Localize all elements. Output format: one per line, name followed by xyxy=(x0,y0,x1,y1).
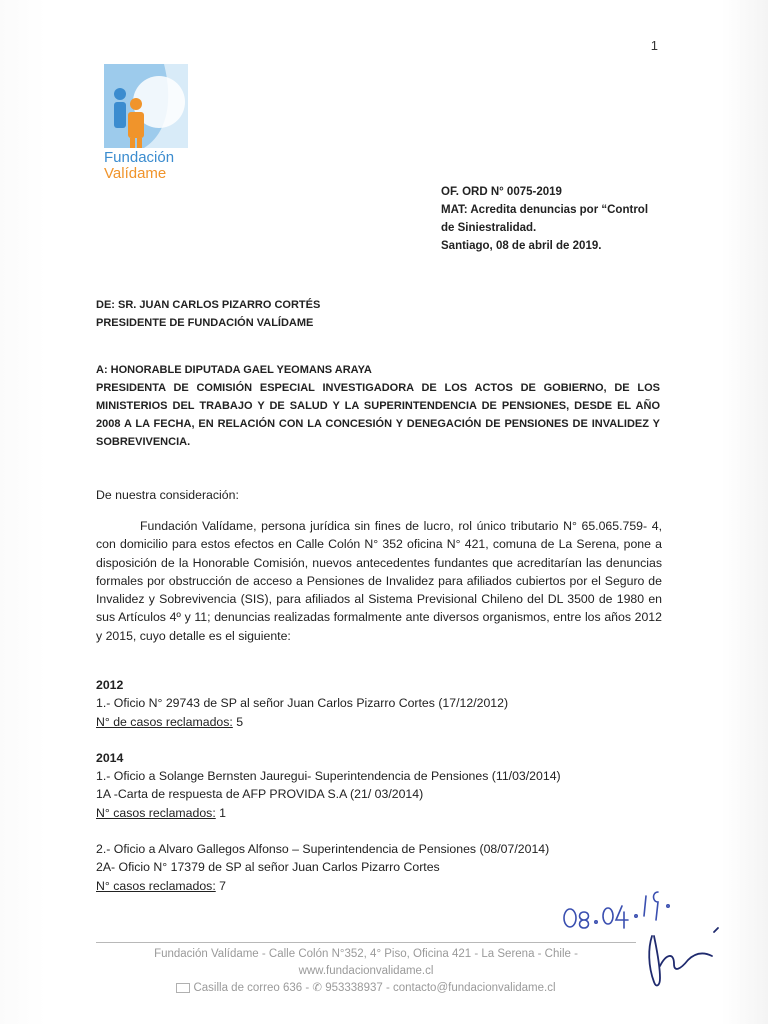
recipient-title: PRESIDENTA DE COMISIÓN ESPECIAL INVESTIGADORA DE LOS ACTOS DE GOBIERNO, DE LOS MINISTERIOS DEL TRABAJO Y DE SALUD Y LA SUPERINTENDENCIA DE PENSIONES, DESDE EL AÑO 2008 A LA FECHA, EN RELACIÓN CON LA CONCESIÓN Y DENEGACIÓN DE PENSIONES DE INVALIDEZ Y SOBREVIVENCIA. xyxy=(96,382,660,448)
list-item: 2A- Oficio N° 17379 de SP al señor Juan Carlos Pizarro Cortes xyxy=(96,860,440,875)
cases-count xyxy=(96,713,662,731)
subject-line-2: de Siniestralidad. xyxy=(441,222,537,234)
cases-label: N° de casos reclamados: xyxy=(96,714,233,729)
cases-value: 7 xyxy=(215,878,226,893)
sender-title: PRESIDENTE DE FUNDACIÓN VALÍDAME xyxy=(96,317,314,329)
greeting: De nuestra consideración: xyxy=(96,488,239,502)
official-letter-number: OF. ORD N° 0075-2019 xyxy=(441,186,562,198)
reference-block xyxy=(441,183,648,255)
mail-icon xyxy=(176,983,190,993)
footer-divider xyxy=(96,942,636,943)
year-group-2012 xyxy=(96,676,662,731)
cases-count xyxy=(96,804,662,822)
foundation-logo-icon xyxy=(104,64,188,148)
logo-text-line2: Valídame xyxy=(104,165,167,182)
footer-address: Fundación Valídame - Calle Colón N°352, 4° Piso, Oficina 421 - La Serena - Chile - xyxy=(154,948,578,960)
footer-contact-text: Casilla de correo 636 - ✆ 953338937 - contacto@fundacionvalidame.cl xyxy=(193,982,556,994)
footer-website: www.fundacionvalidame.cl xyxy=(298,965,434,977)
foundation-logo xyxy=(104,64,190,182)
recipient-block xyxy=(96,361,660,451)
recipient-name: A: HONORABLE DIPUTADA GAEL YEOMANS ARAYA xyxy=(96,364,372,376)
list-item: 1.- Oficio a Solange Bernsten Jauregui- Superintendencia de Pensiones (11/03/2014) xyxy=(96,769,561,784)
sender-block xyxy=(96,296,660,332)
footer-contact xyxy=(96,980,636,997)
year-heading: 2014 xyxy=(96,750,124,765)
page-number: 1 xyxy=(650,38,658,53)
list-item: 1A -Carta de respuesta de AFP PROVIDA S.A (21/ 03/2014) xyxy=(96,787,424,802)
list-item: 1.- Oficio N° 29743 de SP al señor Juan Carlos Pizarro Cortes (17/12/2012) xyxy=(96,696,509,711)
subject-line-1: MAT: Acredita denuncias por “Control xyxy=(441,204,649,216)
letter-date: Santiago, 08 de abril de 2019. xyxy=(441,240,602,252)
body-paragraph: Fundación Valídame, persona jurídica sin fines de lucro, rol único tributario N° 65.065.759- 4, con domicilio para estos efectos en Calle Colón N° 352 oficina N° 421, comuna de La Serena, pone a disposición de la Honorable Comisión, nuevos antecedentes fundantes que acreditarían las denuncias formales por obstrucción de acceso a Pensiones de Invalidez para afiliados cubiertos por el Seguro de Invalidez y Sobrevivencia (SIS), para afiliados al Sistema Previsional Chileno del DL 3500 de 1980 en sus Artículos 4º y 11; denuncias realizadas formalmente ante diversos organismos, entre los años 2012 y 2015, cuyo detalle es el siguiente: xyxy=(96,519,662,643)
cases-label: N° casos reclamados: xyxy=(96,805,216,820)
sender-name: DE: SR. JUAN CARLOS PIZARRO CORTÉS xyxy=(96,299,321,311)
cases-value: 1 xyxy=(215,805,226,820)
cases-value: 5 xyxy=(232,714,244,729)
complaints-list xyxy=(96,676,662,913)
footer xyxy=(96,946,636,997)
year-heading: 2012 xyxy=(96,678,124,692)
year-group-2014 xyxy=(96,749,662,822)
cases-label: N° casos reclamados: xyxy=(96,878,216,893)
logo-text-line1: Fundación xyxy=(104,149,175,166)
list-item: 2.- Oficio a Alvaro Gallegos Alfonso – Superintendencia de Pensiones (08/07/2014) xyxy=(96,842,550,857)
